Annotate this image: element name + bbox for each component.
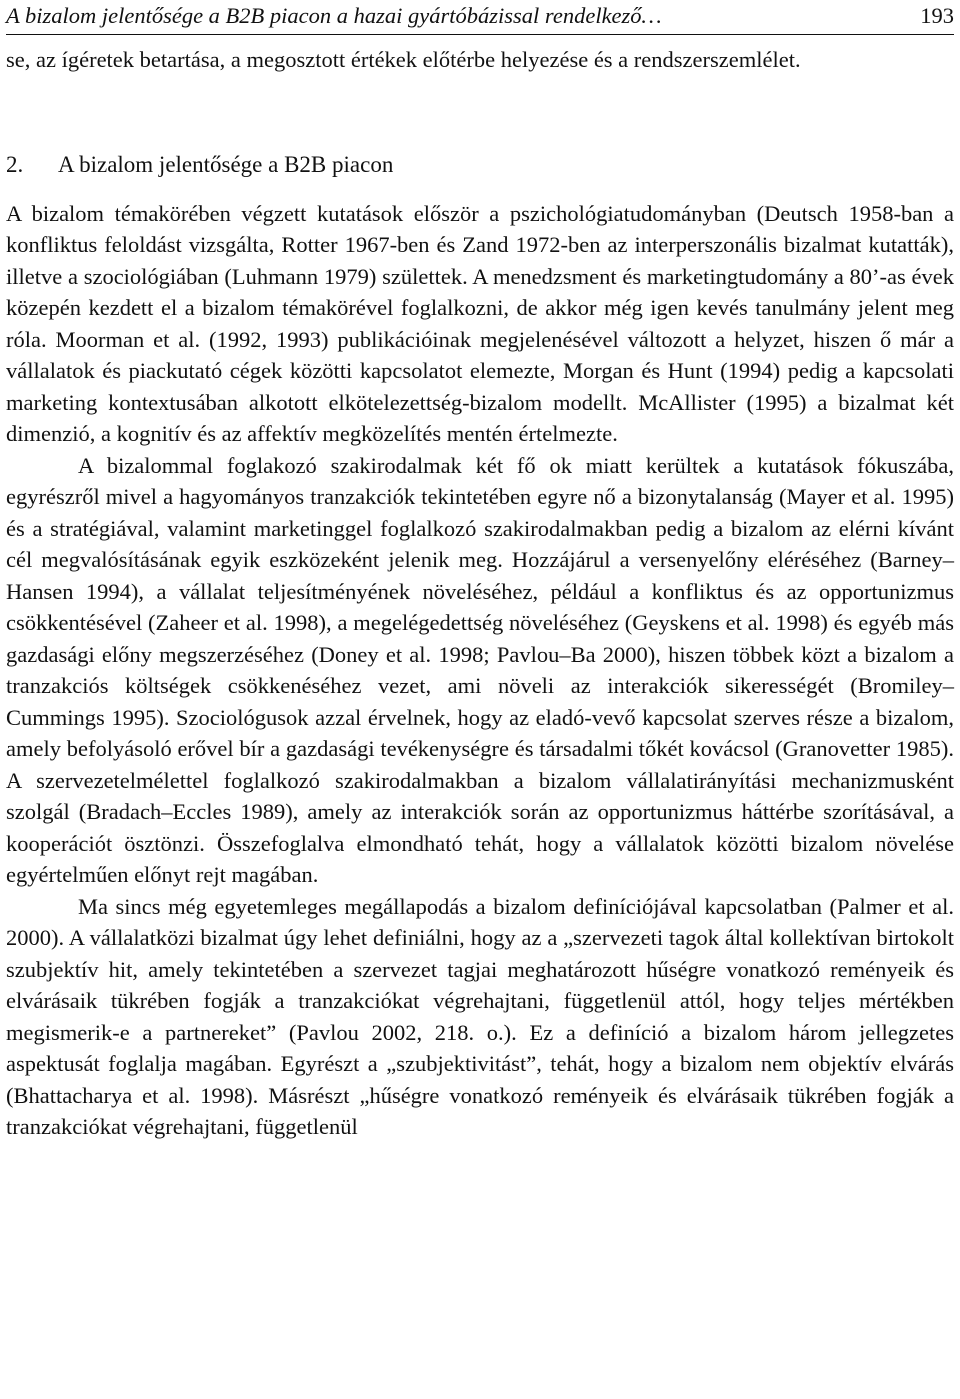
- carryover-paragraph: se, az ígéretek betartása, a megosztott értékek előtérbe helyezése és a rendszerszemlélet.: [6, 47, 801, 72]
- paragraph-1: A bizalom témakörében végzett kutatások először a pszichológiatudományban (Deutsch 1958-ban a konfliktus feloldást vizsgálta, Rotter 1967-ben és Zand 1972-ben az interperszonális bizalmat kutatták), illetve a szociológiában (Luhmann 1979) születtek. A menedzsment és marketingtudomány a 80’-as évek közepén kezdett el a bizalom témakörével foglalkozni, de akkor még igen kevés tanulmány jelent meg róla. Moorman et al. (1992, 1993) publikációinak megjelenésével változott a helyzet, hiszen ő már a vállalatok és piackutató cégek közötti kapcsolatot elemezte, Morgan és Hunt (1994) pedig a kapcsolati marketing kontextusában alkotott elkötelezettség-bizalom modellt. McAllister (1995) a bizalmat két dimenzió, a kognitív és az affektív megközelítés mentén értelmezte.: [6, 200, 954, 446]
- section-heading: [6, 150, 954, 180]
- section-title: A bizalom jelentősége a B2B piacon: [58, 151, 394, 177]
- running-header: [6, 0, 954, 35]
- page-number: 193: [920, 3, 954, 28]
- paragraph-2: A bizalommal foglakozó szakirodalmak két fő ok miatt kerültek a kutatások fókuszába, egyrészről mivel a hagyományos tranzakciók tekintetében egyre nő a bizonytalanság (Mayer et al. 1995) és a stratégiával, valamint marketinggel foglalkozó szakirodalmakban pedig a bizalom az elérni kívánt cél megvalósításának egyik eszközeként jelenik meg. Hozzájárul a versenyelőny eléréséhez (Barney–Hansen 1994), a vállalat teljesítményének növeléséhez, például a konfliktus és az opportunizmus csökkentésével (Zaheer et al. 1998), a megelégedettség növeléséhez (Geyskens et al. 1998) és egyéb más gazdasági előny megszerzéséhez (Doney et al. 1998; Pavlou–Ba 2000), hiszen többek közt a bizalom a tranzakciós költségek csökkenéséhez vezet, ami növeli az interakciók sikerességét (Bromiley–Cummings 1995). Szociológusok azzal érvelnek, hogy az eladó-vevő kapcsolat szerves része a bizalom, amely befolyásoló erővel bír a gazdasági tevékenységre és társadalmi tőkét kovácsol (Granovetter 1985). A szervezetelmélettel foglalkozó szakirodalmakban a bizalom vállalatirányítási mechanizmusként szolgál (Bradach–Eccles 1989), amely az interakciók során az opportunizmus háttérbe szorításával, a kooperációt ösztönzi. Összefoglalva elmondható tehát, hogy a vállalatok közötti bizalom növelése egyértelműen előnyt rejt magában.: [6, 452, 954, 887]
- running-header-title: A bizalom jelentősége a B2B piacon a hazai gyártóbázissal rendelkező…: [6, 3, 662, 28]
- document-page: [6, 0, 954, 1143]
- section-number: 2.: [6, 151, 24, 177]
- body-text: [6, 44, 954, 1143]
- paragraph-3: Ma sincs még egyetemleges megállapodás a bizalom definíciójával kapcsolatban (Palmer et al. 2000). A vállalatközi bizalmat úgy lehet definiálni, hogy az a „szervezeti tagok által kollektívan birtokolt szubjektív hit, amely tekintetében a szervezet tagjai meghatározott hűségre vonatkozó reményeik és elvárásaik tükrében fogják a tranzakciókat végrehajtani, függetlenül attól, hogy teljes mértékben megismerik-e a partnereket” (Pavlou 2002, 218. o.). Ez a definíció a bizalom három jellegzetes aspektusát foglalja magában. Egyrészt a „szubjektivitást”, tehát, hogy a bizalom nem objektív elvárás (Bhattacharya et al. 1998). Másrészt „hűségre vonatkozó reményeik és elvárásaik tükrében fogják a tranzakciókat végrehajtani, függetlenül: [6, 893, 954, 1139]
